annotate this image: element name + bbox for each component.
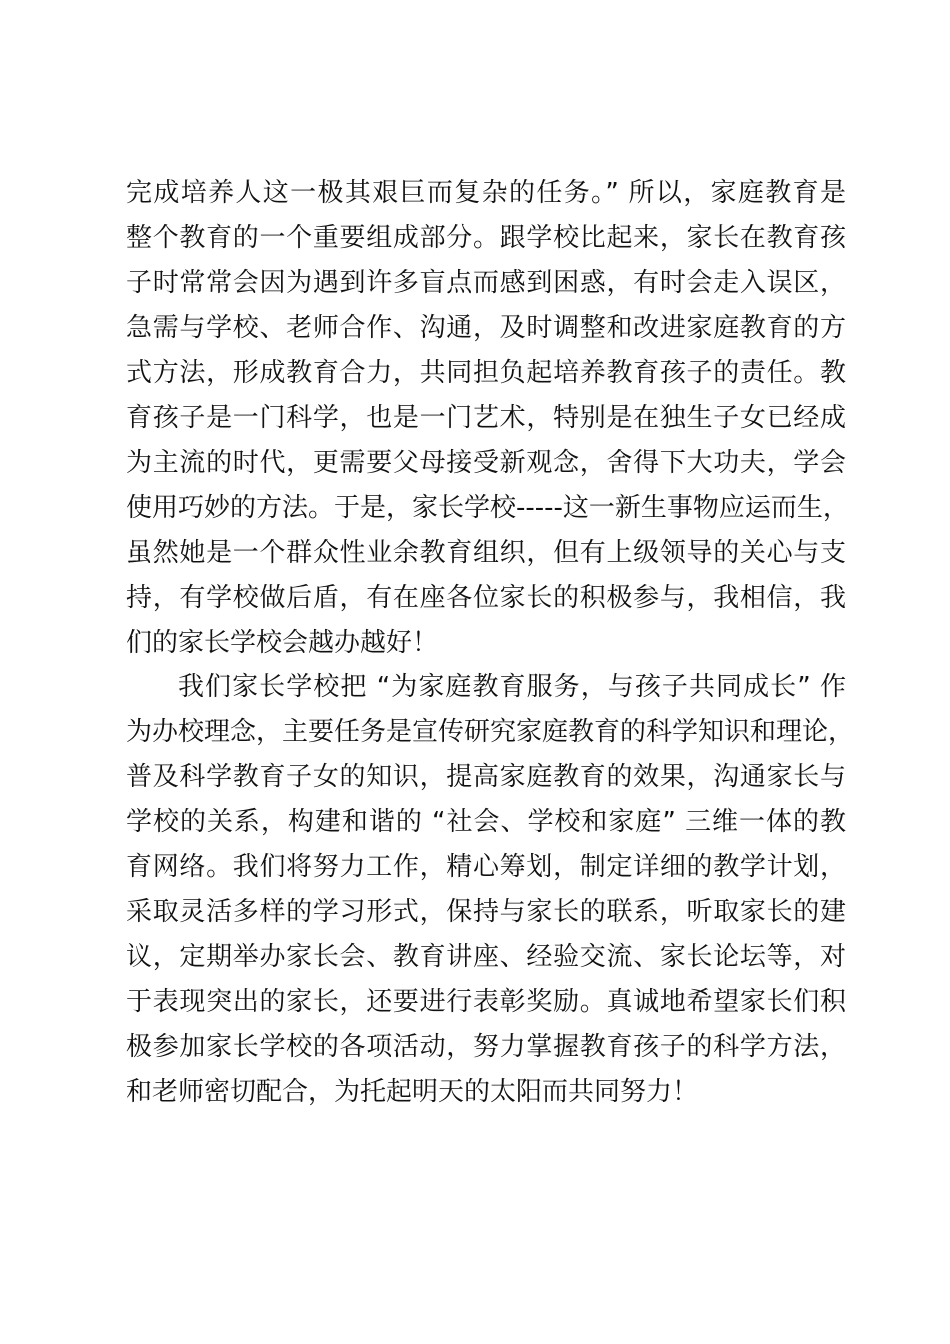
paragraph-line: 整个教育的一个重要组成部分。跟学校比起来，家长在教育孩 bbox=[126, 223, 846, 253]
paragraph-line: 普及科学教育子女的知识，提高家庭教育的效果，沟通家长与 bbox=[126, 762, 846, 792]
paragraph-line: 采取灵活多样的学习形式，保持与家长的联系，听取家长的建 bbox=[126, 897, 846, 927]
paragraph-line: 完成培养人这一极其艰巨而复杂的任务。” 所以，家庭教育是 bbox=[126, 178, 846, 208]
paragraph-line: 为主流的时代，更需要父母接受新观念，舍得下大功夫，学会 bbox=[126, 448, 846, 478]
paragraph-line: 我们家长学校把 “为家庭教育服务，与孩子共同成长” 作 bbox=[178, 672, 846, 702]
paragraph-2 bbox=[126, 665, 855, 1115]
paragraph-line: 和老师密切配合，为托起明天的太阳而共同努力！ bbox=[126, 1077, 699, 1107]
paragraph-line: 于表现突出的家长，还要进行表彰奖励。真诚地希望家长们积 bbox=[126, 987, 846, 1017]
paragraph-line: 为办校理念，主要任务是宣传研究家庭教育的科学知识和理论， bbox=[126, 717, 855, 747]
paragraph-line: 持，有学校做后盾，有在座各位家长的积极参与，我相信，我 bbox=[126, 583, 846, 613]
paragraph-line: 育孩子是一门科学，也是一门艺术，特别是在独生子女已经成 bbox=[126, 403, 846, 433]
paragraph-line: 学校的关系，构建和谐的 “社会、学校和家庭” 三维一体的教 bbox=[126, 807, 846, 837]
paragraph-line: 使用巧妙的方法。于是，家长学校-----这一新生事物应运而生， bbox=[126, 493, 849, 523]
paragraph-line: 式方法，形成教育合力，共同担负起培养教育孩子的责任。教 bbox=[126, 358, 846, 388]
paragraph-line: 议，定期举办家长会、教育讲座、经验交流、家长论坛等，对 bbox=[126, 942, 846, 972]
paragraph-line: 急需与学校、老师合作、沟通，及时调整和改进家庭教育的方 bbox=[126, 313, 846, 343]
paragraph-1 bbox=[126, 171, 849, 666]
paragraph-line: 子时常常会因为遇到许多盲点而感到困惑，有时会走入误区， bbox=[126, 268, 846, 298]
paragraph-line: 们的家长学校会越办越好！ bbox=[126, 628, 439, 658]
paragraph-line: 虽然她是一个群众性业余教育组织，但有上级领导的关心与支 bbox=[126, 538, 846, 568]
paragraph-line: 育网络。我们将努力工作，精心筹划，制定详细的教学计划， bbox=[126, 852, 846, 882]
paragraph-line: 极参加家长学校的各项活动，努力掌握教育孩子的科学方法， bbox=[126, 1032, 846, 1062]
